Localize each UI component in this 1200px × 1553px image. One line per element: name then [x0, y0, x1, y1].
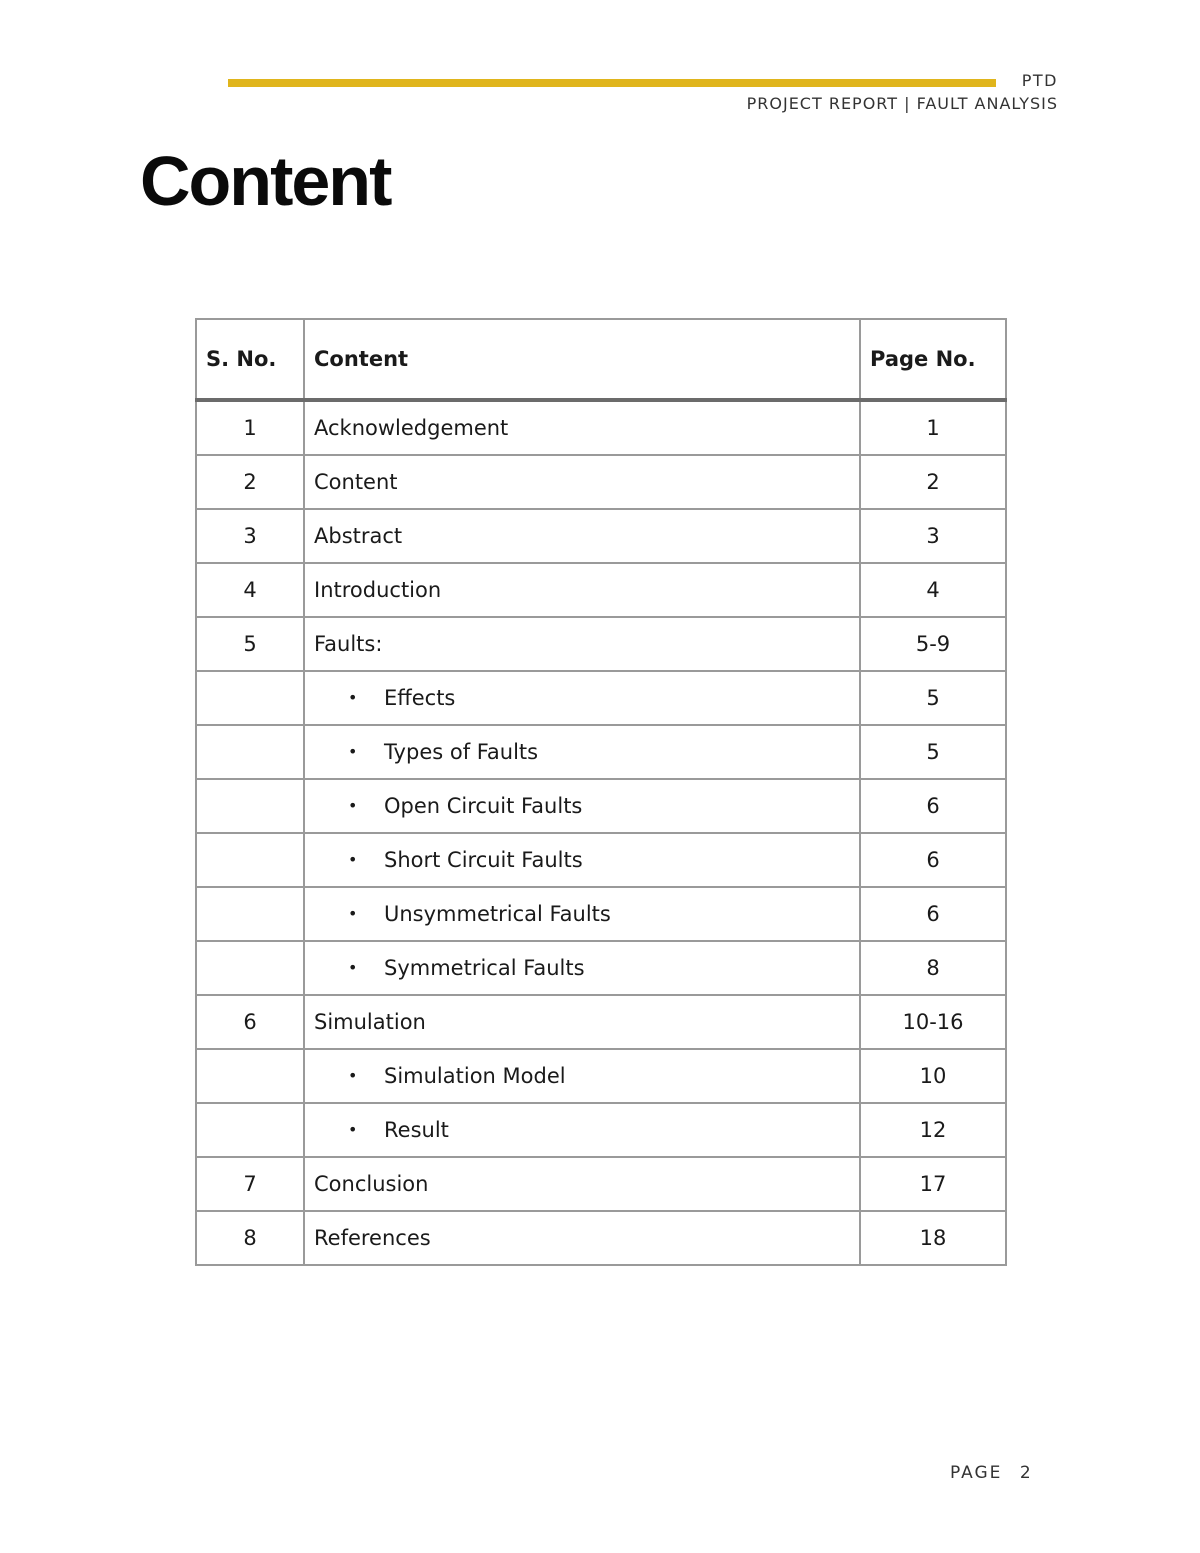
row-serial-number — [196, 1049, 304, 1103]
subitem-label: Short Circuit Faults — [384, 848, 583, 872]
row-content-label: Conclusion — [304, 1157, 860, 1211]
row-page-number: 10 — [860, 1049, 1006, 1103]
row-page-number: 8 — [860, 941, 1006, 995]
table-row — [196, 1211, 1006, 1265]
row-page-number: 18 — [860, 1211, 1006, 1265]
subitem-label: Open Circuit Faults — [384, 794, 583, 818]
row-page-number: 6 — [860, 833, 1006, 887]
row-serial-number — [196, 725, 304, 779]
row-subitem-cell — [304, 1049, 860, 1103]
row-content-label: Content — [304, 455, 860, 509]
row-subitem-cell — [304, 671, 860, 725]
row-page-number: 4 — [860, 563, 1006, 617]
page-heading: Content — [140, 142, 391, 220]
bullet-icon: • — [348, 958, 358, 977]
row-serial-number: 7 — [196, 1157, 304, 1211]
table-body — [196, 400, 1006, 1265]
row-serial-number — [196, 779, 304, 833]
row-serial-number: 5 — [196, 617, 304, 671]
row-subitem-cell — [304, 887, 860, 941]
bullet-icon: • — [348, 688, 358, 707]
subitem-label: Unsymmetrical Faults — [384, 902, 611, 926]
table-row — [196, 1049, 1006, 1103]
bullet-icon: • — [348, 1120, 358, 1139]
subitem-label: Effects — [384, 686, 456, 710]
table-row — [196, 725, 1006, 779]
subitem — [314, 956, 850, 980]
row-page-number: 17 — [860, 1157, 1006, 1211]
subitem-label: Symmetrical Faults — [384, 956, 585, 980]
table-row — [196, 941, 1006, 995]
row-page-number: 1 — [860, 400, 1006, 455]
row-page-number: 2 — [860, 455, 1006, 509]
table-row — [196, 455, 1006, 509]
subitem — [314, 686, 850, 710]
column-header-page: Page No. — [860, 319, 1006, 400]
table-row — [196, 509, 1006, 563]
row-subitem-cell — [304, 833, 860, 887]
row-content-label: Abstract — [304, 509, 860, 563]
footer-page-label: PAGE — [950, 1463, 1003, 1483]
table-header-row — [196, 319, 1006, 400]
header-title: PROJECT REPORT | FAULT ANALYSIS — [746, 94, 1058, 113]
column-header-sno: S. No. — [196, 319, 304, 400]
table-row — [196, 671, 1006, 725]
row-serial-number — [196, 941, 304, 995]
subitem-label: Simulation Model — [384, 1064, 566, 1088]
row-page-number: 10-16 — [860, 995, 1006, 1049]
table-row — [196, 779, 1006, 833]
subitem-label: Types of Faults — [384, 740, 539, 764]
table-row — [196, 400, 1006, 455]
subitem — [314, 1064, 850, 1088]
bullet-icon: • — [348, 904, 358, 923]
row-content-label: References — [304, 1211, 860, 1265]
header-org: PTD — [1021, 71, 1058, 90]
row-serial-number: 2 — [196, 455, 304, 509]
subitem — [314, 848, 850, 872]
subitem — [314, 902, 850, 926]
row-serial-number: 8 — [196, 1211, 304, 1265]
row-serial-number — [196, 1103, 304, 1157]
row-page-number: 5 — [860, 725, 1006, 779]
row-serial-number — [196, 671, 304, 725]
row-page-number: 6 — [860, 887, 1006, 941]
row-subitem-cell — [304, 725, 860, 779]
row-content-label: Simulation — [304, 995, 860, 1049]
row-page-number: 12 — [860, 1103, 1006, 1157]
row-content-label: Introduction — [304, 563, 860, 617]
row-subitem-cell — [304, 779, 860, 833]
bullet-icon: • — [348, 796, 358, 815]
table-row — [196, 995, 1006, 1049]
table-row — [196, 887, 1006, 941]
subitem-label: Result — [384, 1118, 449, 1142]
row-page-number: 3 — [860, 509, 1006, 563]
table-row — [196, 563, 1006, 617]
row-serial-number: 1 — [196, 400, 304, 455]
subitem — [314, 1118, 850, 1142]
bullet-icon: • — [348, 742, 358, 761]
table-row — [196, 617, 1006, 671]
subitem — [314, 740, 850, 764]
table-row — [196, 1157, 1006, 1211]
table-row — [196, 833, 1006, 887]
table-row — [196, 1103, 1006, 1157]
row-serial-number: 6 — [196, 995, 304, 1049]
column-header-content: Content — [304, 319, 860, 400]
row-serial-number — [196, 887, 304, 941]
row-page-number: 6 — [860, 779, 1006, 833]
row-subitem-cell — [304, 1103, 860, 1157]
row-subitem-cell — [304, 941, 860, 995]
row-serial-number: 3 — [196, 509, 304, 563]
row-content-label: Acknowledgement — [304, 400, 860, 455]
row-page-number: 5 — [860, 671, 1006, 725]
footer-page-number: 2 — [1019, 1463, 1033, 1483]
header-accent-bar — [228, 79, 996, 87]
table-of-contents — [195, 318, 1007, 1266]
row-content-label: Faults: — [304, 617, 860, 671]
page-footer — [950, 1463, 1033, 1483]
bullet-icon: • — [348, 1066, 358, 1085]
row-page-number: 5-9 — [860, 617, 1006, 671]
row-serial-number: 4 — [196, 563, 304, 617]
bullet-icon: • — [348, 850, 358, 869]
row-serial-number — [196, 833, 304, 887]
subitem — [314, 794, 850, 818]
